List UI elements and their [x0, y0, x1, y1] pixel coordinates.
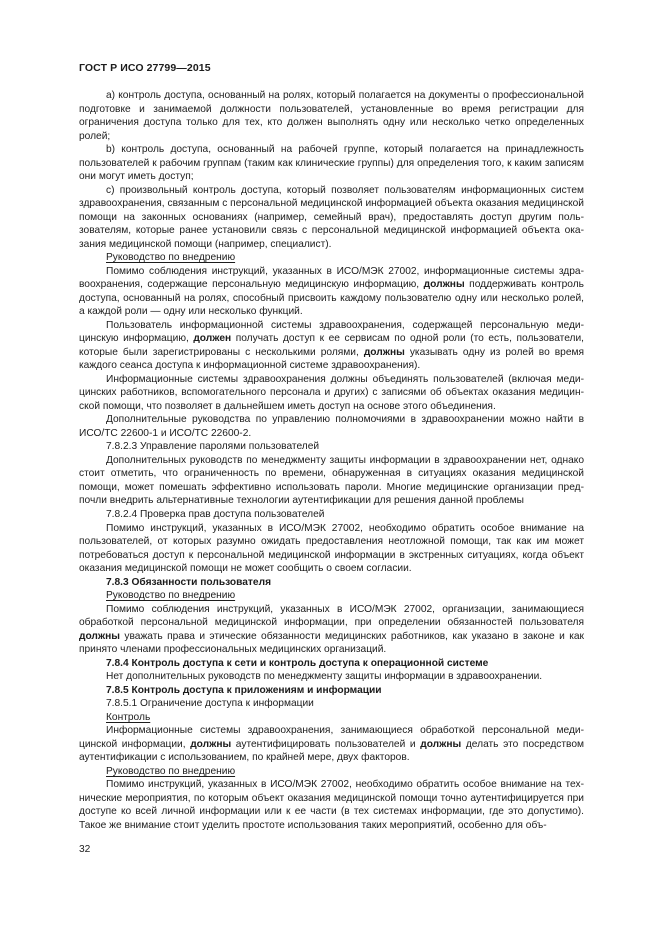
text-run: Руководство по внедрению — [106, 252, 236, 264]
paragraph — [79, 603, 584, 657]
text-run: 7.8.5 Контроль доступа к приложениям и информации — [106, 684, 382, 696]
text-run: Помимо соблюдения инструкций, указанных в ИСО/МЭК 27002, организации, занимающиеся обработкой персональной медицинской информации, при определении обязанностей пользователя — [79, 603, 584, 629]
text-run: 7.8.4 Контроль доступа к сети и контроль доступа к операционной системе — [106, 657, 489, 669]
text-run: Нет дополнительных руководств по менеджменту защиты информации в здравоохранении. — [106, 671, 543, 683]
text-run: делать это посредством аутентификации с использованием, по крайней мере, двух факторов. — [79, 738, 584, 764]
text-run: c) произвольный контроль доступа, который позволяет пользователям информационных систем здравоохранения, связанным с персональной медицинской информацией объекта оказания медицинской помощи на законных основаниях (например, семейный врач), предоставлять доступ другим пользователям, которые ранее установили связь с персональной медицинской информацией объекта оказания медицинской помощи (например, специалист). — [79, 184, 584, 250]
text-run: 7.8.5.1 Ограничение доступа к информации — [106, 698, 314, 710]
emphasis-text: должен — [193, 333, 232, 345]
section-heading — [79, 576, 584, 590]
paragraph — [79, 265, 584, 319]
clause-heading — [79, 697, 584, 711]
document-body — [79, 89, 584, 832]
text-run: Дополнительных руководств по менеджменту защиты информации в здравоохранении нет, однако стоит отметить, что ограниченность по времени, обнаруженная в ситуациях оказания медицинской помощи, может помешать эффективно использовать пароли. Многие медицинские организации предпочли внедрить альтернативные технологии аутентификации для решения данной проблемы — [79, 454, 584, 507]
section-heading — [79, 684, 584, 698]
text-run: указывать одну из ролей во время каждого сеанса доступа к информационной системе здравоохранения). — [79, 346, 585, 372]
text-run: Пользователь информационной системы здравоохранения, содержащей персональную медицинскую информацию, — [79, 319, 584, 345]
text-run: уважать права и этические обязанности медицинских работников, как указано в законе и как принято членами профессиональных медицинских организаций. — [79, 630, 584, 656]
text-run: Информационные системы здравоохранения, занимающиеся обработкой персональной медицинской информации, — [79, 725, 584, 750]
paragraph — [79, 143, 584, 184]
paragraph — [79, 454, 584, 508]
emphasis-text: должны — [420, 738, 462, 750]
text-run: Руководство по внедрению — [106, 590, 236, 602]
text-run: Дополнительные руководства по управлению полномочиями в здравоохранении можно найти в ИСО/ТС 22600-1 и ИСО/ТС 22600-2. — [79, 414, 584, 439]
text-run: получать доступ к ее сервисам по одной роли (то есть, пользователи, которые были зарегистрированы с несколькими ролями, — [79, 333, 584, 358]
section-heading — [79, 657, 584, 671]
paragraph — [79, 184, 584, 252]
text-run: 7.8.2.4 Проверка прав доступа пользователей — [106, 508, 325, 520]
clause-heading — [79, 440, 584, 454]
text-run: b) контроль доступа, основанный на рабочей группе, который полагается на принадлежность пользователей к рабочим группам (таким как клинические группы) для определения того, к каким записям они могут иметь доступ; — [79, 144, 584, 183]
emphasis-text: должны — [190, 738, 232, 750]
clause-heading — [79, 508, 584, 522]
text-run: a) контроль доступа, основанный на ролях, который полагается на документы о профессиональной подготовке и занимаемой должности пользователей, установленные во время регистрации для ограничения доступа только для тех, кто должен выполнять одну или несколько четко определенных ролей; — [79, 90, 584, 142]
paragraph — [79, 373, 584, 414]
document-header: ГОСТ Р ИСО 27799—2015 — [79, 62, 211, 74]
text-run: 7.8.2.3 Управление паролями пользователей — [106, 441, 320, 453]
paragraph — [79, 670, 584, 684]
text-run: Помимо инструкций, указанных в ИСО/МЭК 27002, необходимо обратить особое внимание на пользователей, от которых разумно ожидать предоставления неотложной помощи, так как им может потребоваться доступ к персональной медицинской информации в экстренных ситуациях, когда объект оказания медицинской помощи не может сообщить о своем согласии. — [79, 522, 584, 575]
emphasis-text: должны — [363, 346, 405, 358]
subheading — [79, 589, 584, 603]
page-number: 32 — [79, 844, 91, 855]
subheading — [79, 251, 584, 265]
paragraph — [79, 319, 584, 373]
emphasis-text: должны — [79, 630, 120, 642]
subheading — [79, 711, 584, 725]
emphasis-text: должны — [423, 279, 465, 291]
text-run: аутентифицировать пользователей и — [231, 738, 421, 750]
subheading — [79, 765, 584, 779]
paragraph — [79, 724, 584, 765]
text-run: Информационные системы здравоохранения должны объединять пользователей (включая медицинских работников, вспомогательного персонала и других) с записями об объектах оказания медицинской помощи, что позволяет в дальнейшем иметь доступ на основе этого объединения. — [79, 373, 584, 412]
paragraph — [79, 89, 584, 143]
paragraph — [79, 413, 584, 440]
text-run: поддерживать контроль доступа, основанный на ролях, способный присвоить каждому пользователю одну или несколько ролей, а каждой роли — одну или несколько функций. — [79, 279, 584, 318]
paragraph — [79, 778, 584, 832]
text-run: Помимо соблюдения инструкций, указанных в ИСО/МЭК 27002, информационные системы здравоохранения, содержащие персональную медицинскую информацию, — [79, 265, 584, 291]
text-run: Руководство по внедрению — [106, 765, 236, 777]
paragraph — [79, 522, 584, 576]
text-run: Контроль — [106, 711, 151, 723]
text-run: 7.8.3 Обязанности пользователя — [106, 576, 272, 588]
text-run: Помимо инструкций, указанных в ИСО/МЭК 27002, необходимо обратить особое внимание на технические мероприятия, по которым объект оказания медицинской помощи точно аутентифицируется при доступе ко всей личной информации или к ее части (в тех системах информации, где это допустимо). Такое же внимание стоит уделить простоте использования таких мероприятий, особенно для объ- — [79, 779, 584, 831]
